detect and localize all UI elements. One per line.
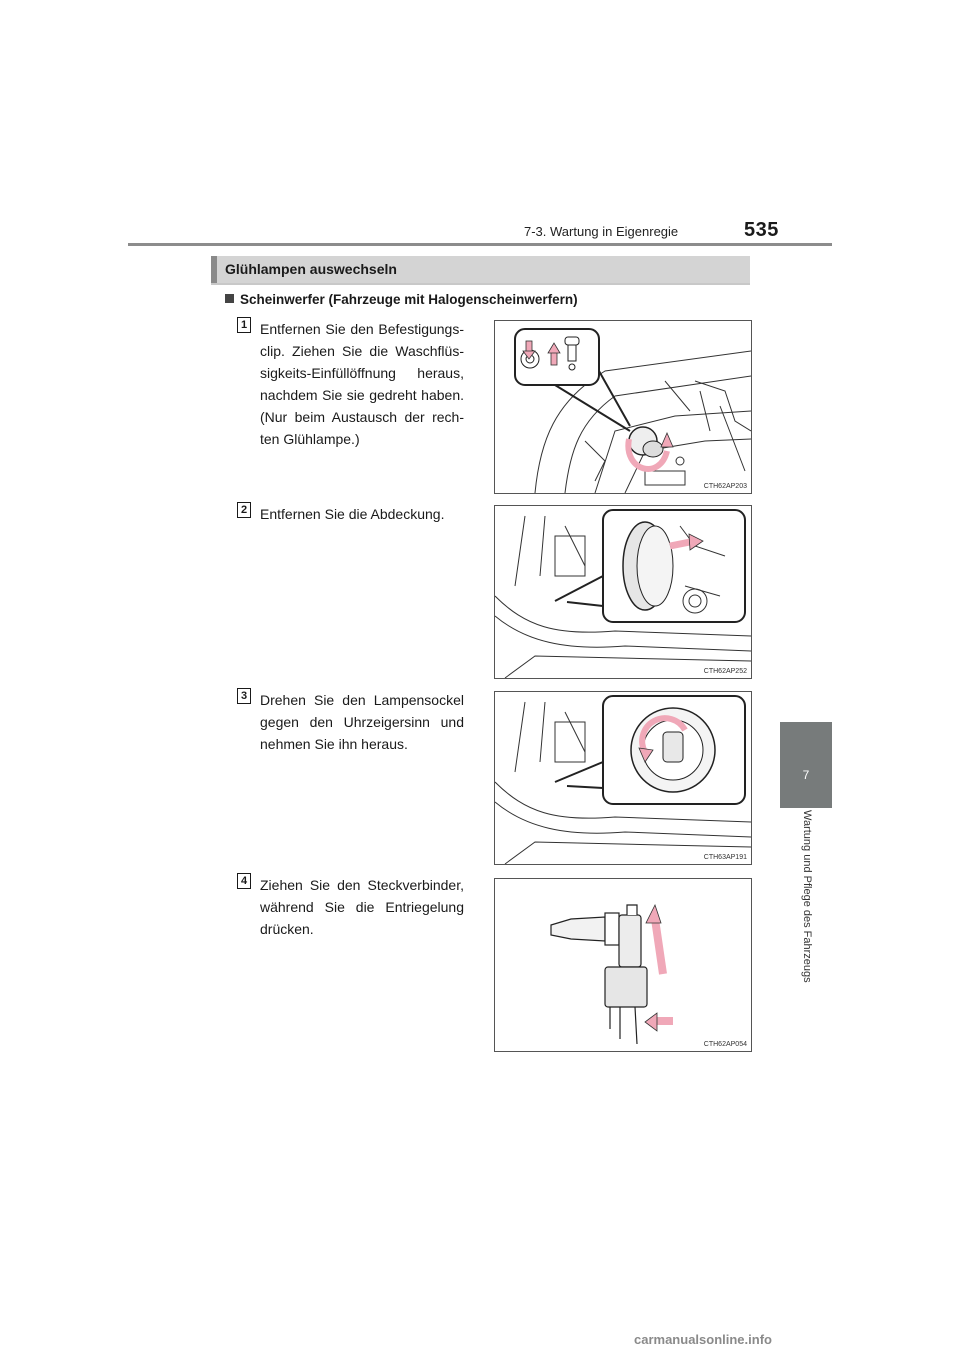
step-text-2: Entfernen Sie die Abdeckung.	[260, 506, 445, 522]
step-number-3: 3	[237, 688, 251, 704]
figure-2	[494, 505, 752, 679]
washer-filler-illustration	[495, 321, 751, 493]
cover-removal-illustration	[495, 506, 751, 678]
section-rule	[211, 283, 750, 285]
figure-1	[494, 320, 752, 494]
header-section-title: 7-3. Wartung in Eigenregie	[524, 224, 679, 239]
figure-4	[494, 878, 752, 1052]
bulb-socket-illustration	[495, 692, 751, 864]
chapter-number: 7	[802, 768, 810, 782]
page-number: 535	[744, 219, 779, 241]
figure-code-3: CTH63AP191	[703, 854, 747, 861]
chapter-label: Wartung und Pflege des Fahrzeugs	[801, 810, 813, 983]
step-number-2: 2	[237, 502, 251, 518]
figure-code-2: CTH62AP252	[703, 668, 747, 675]
subheading-text: Scheinwerfer (Fahrzeuge mit Halogenscheinwerfern)	[240, 292, 578, 307]
step-text-3: Drehen Sie den Lampensockel gegen den Uhrzeigersinn und nehmen Sie ihn heraus.	[260, 692, 464, 752]
figure-code-1: CTH62AP203	[703, 483, 747, 490]
header-rule	[128, 243, 832, 246]
step-number-1: 1	[237, 317, 251, 333]
connector-illustration	[495, 879, 751, 1051]
subheading	[225, 292, 578, 307]
watermark: carmanualsonline.info	[634, 1332, 772, 1347]
figure-3	[494, 691, 752, 865]
section-bar-accent	[211, 256, 217, 283]
square-bullet-icon	[225, 294, 234, 303]
chapter-tab	[780, 722, 832, 808]
step-text-4: Ziehen Sie den Steckverbinder, während Sie die Entriegelung drücken.	[260, 877, 464, 937]
step-number-4: 4	[237, 873, 251, 889]
figure-code-4: CTH62AP054	[703, 1041, 747, 1048]
section-title: Glühlampen auswechseln	[225, 261, 397, 277]
step-text-1: Entfernen Sie den Befestigungs-clip. Ziehen Sie die Waschflüs-sigkeits-Einfüllöffnung heraus, nachdem Sie sie gedreht haben. (Nur beim Austausch der rech-ten Glühlampe.)	[260, 321, 464, 447]
